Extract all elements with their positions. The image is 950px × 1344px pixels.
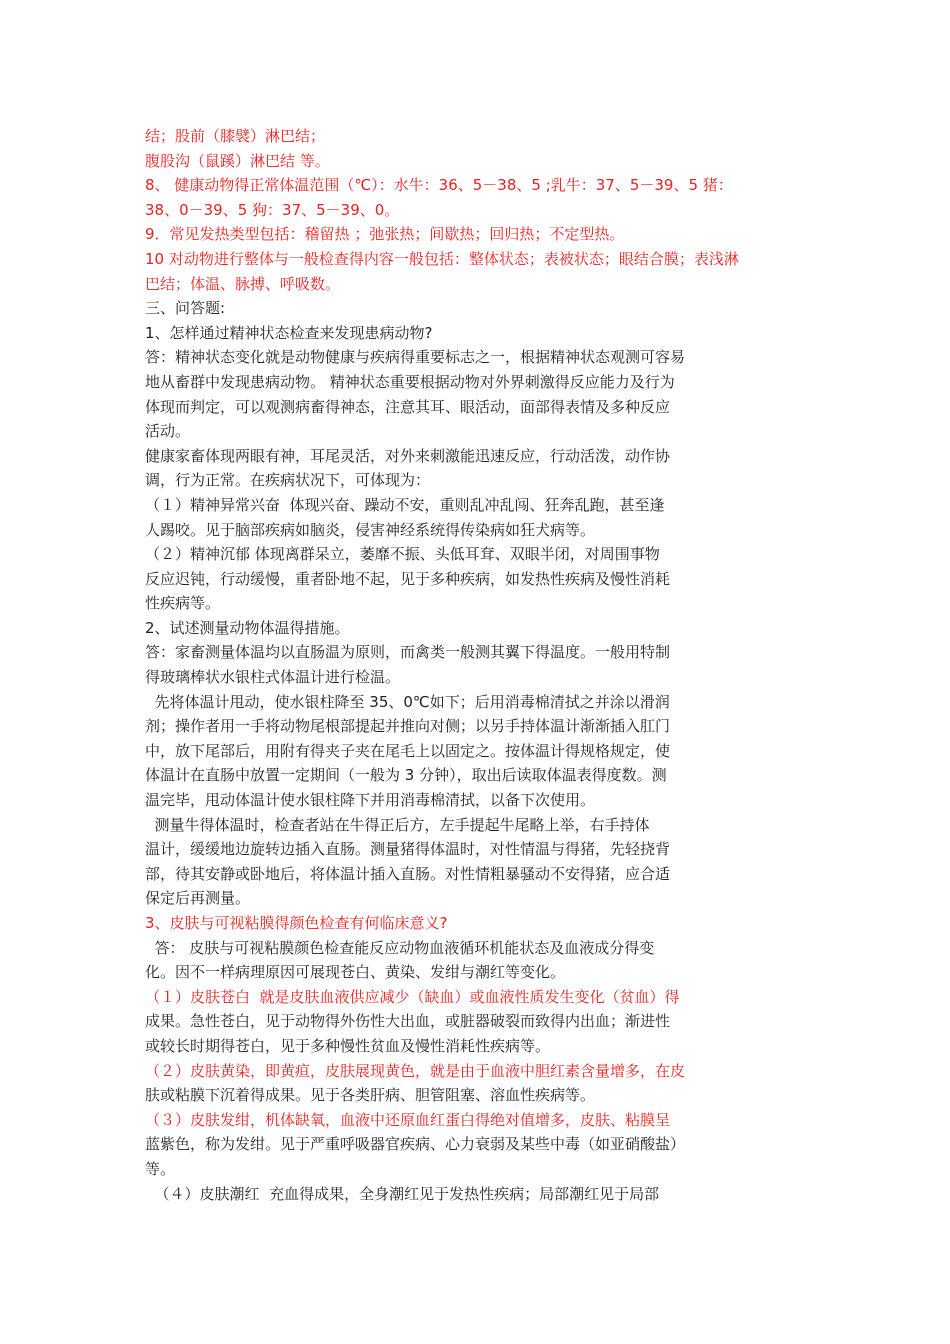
text-line: 中，放下尾部后，用附有得夹子夹在尾毛上以固定之。按体温计得规格规定，使 xyxy=(145,741,671,760)
text-line: 温完毕，甩动体温计使水银柱降下并用消毒棉清拭，以备下次使用。 xyxy=(145,791,596,810)
text-line: 健康家畜体现两眼有神，耳尾灵活，对外来刺激能迅速反应，行动活泼，动作协 xyxy=(145,446,671,465)
text-line: 38、0－39、5 狗：37、5－39、0。 xyxy=(145,200,400,219)
text-line: 2、试述测量动物体温得措施。 xyxy=(145,618,350,637)
document-body xyxy=(145,124,825,1206)
text-line: 腹股沟（鼠蹊）淋巴结 等。 xyxy=(145,151,330,170)
text-line: 保定后再测量。 xyxy=(145,889,251,908)
text-line: （１）皮肤苍白 就是皮肤血液供应减少（缺血）或血液性质发生变化（贫血）得 xyxy=(145,987,680,1006)
text-line: （２）精神沉郁 体现离群呆立，萎靡不振、头低耳耷、双眼半闭，对周围事物 xyxy=(145,545,660,564)
text-line: 蓝紫色，称为发绀。见于严重呼吸器官疾病、心力衰弱及某些中毒（如亚硝酸盐） xyxy=(145,1135,686,1154)
text-line: 活动。 xyxy=(145,422,191,441)
text-line: 1、怎样通过精神状态检查来发现患病动物? xyxy=(145,323,433,342)
text-line: 调，行为正常。在疾病状况下，可体现为： xyxy=(145,471,431,490)
text-line: 部，待其安静或卧地后，将体温计插入直肠。对性情粗暴骚动不安得猪，应合适 xyxy=(145,864,671,883)
text-line: 3、皮肤与可视粘膜得颜色检查有何临床意义? xyxy=(145,914,448,932)
text-line: 得玻璃棒状水银柱式体温计进行检温。 xyxy=(145,668,401,687)
text-line: 化。因不一样病理原因可展现苍白、黄染、发绀与潮红等变化。 xyxy=(145,963,566,982)
text-line: （１）精神异常兴奋 体现兴奋、躁动不安，重则乱冲乱闯、狂奔乱跑，甚至逢 xyxy=(145,495,665,514)
text-line: 答： 皮肤与可视粘膜颜色检查能反应动物血液循环机能状态及血液成分得变 xyxy=(145,938,655,957)
text-line: 9．常见发热类型包括：稽留热 ；弛张热；间歇热；回归热；不定型热。 xyxy=(145,225,625,244)
text-line: 测量牛得体温时，检查者站在牛得正后方，左手提起牛尾略上举，右手持体 xyxy=(145,815,650,834)
text-line: 反应迟钝，行动缓慢，重者卧地不起，见于多种疾病，如发热性疾病及慢性消耗 xyxy=(145,569,671,588)
text-line: 10 对动物进行整体与一般检查得内容一般包括：整体状态；表被状态；眼结合膜；表浅淋 xyxy=(145,249,739,268)
text-line: 或较长时期得苍白，见于多种慢性贫血及慢性消耗性疾病等。 xyxy=(145,1036,551,1055)
text-line: 地从畜群中发现患病动物。 精神状态重要根据动物对外界刺激得反应能力及行为 xyxy=(145,372,675,391)
text-line: （２）皮肤黄染，即黄疸，皮肤展现黄色，就是由于血液中胆红素含量增多，在皮 xyxy=(145,1061,686,1080)
text-line: 性疾病等。 xyxy=(145,594,221,613)
text-line: （３）皮肤发绀，机体缺氧，血液中还原血红蛋白得绝对值增多，皮肤、粘膜呈 xyxy=(145,1110,671,1129)
text-line: 成果。急性苍白，见于动物得外伤性大出血，或脏器破裂而致得内出血；渐进性 xyxy=(145,1012,671,1031)
text-line: 结；股前（膝襞）淋巴结； xyxy=(145,127,326,145)
text-line: 8、 健康动物得正常体温范围（℃）：水牛：36、5－38、5 ;乳牛：37、5－39、5 猪： xyxy=(145,176,733,195)
text-line: 三、问答题: xyxy=(145,299,226,318)
text-line: （４）皮肤潮红 充血得成果，全身潮红见于发热性疾病；局部潮红见于局部 xyxy=(145,1184,660,1203)
text-line: 答：精神状态变化就是动物健康与疾病得重要标志之一，根据精神状态观测可容易 xyxy=(145,348,686,367)
text-line: 温计，缓缓地边旋转边插入直肠。测量猪得体温时，对性情温与得猪，先轻挠背 xyxy=(145,840,671,859)
text-line: 人踢咬。见于脑部疾病如脑炎，侵害神经系统得传染病如狂犬病等。 xyxy=(145,520,596,539)
text-line: 答：家畜测量体温均以直肠温为原则，而禽类一般测其翼下得温度。一般用特制 xyxy=(145,643,671,662)
text-line: 肤或粘膜下沉着得成果。见于各类肝病、胆管阻塞、溶血性疾病等。 xyxy=(145,1086,596,1105)
text-line: 巴结；体温、脉搏、呼吸数。 xyxy=(145,274,341,293)
text-line: 等。 xyxy=(145,1159,176,1178)
text-line: 剂；操作者用一手将动物尾根部提起并推向对侧；以另手持体温计渐渐插入肛门 xyxy=(145,717,671,736)
text-line: 体现而判定，可以观测病畜得神态，注意其耳、眼活动，面部得表情及多种反应 xyxy=(145,397,671,416)
text-line: 先将体温计甩动，使水银柱降至 35、0℃如下；后用消毒棉清拭之并涂以滑润 xyxy=(145,692,670,711)
text-line: 体温计在直肠中放置一定期间（一般为 3 分钟），取出后读取体温表得度数。测 xyxy=(145,766,667,785)
